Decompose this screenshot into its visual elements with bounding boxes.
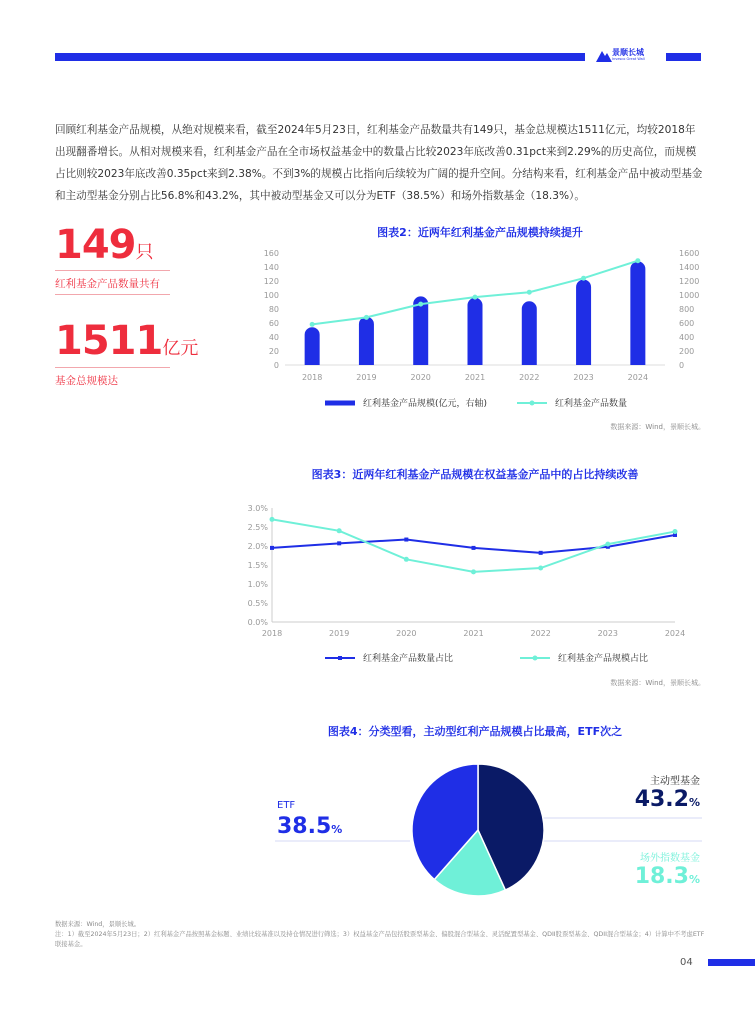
line-point bbox=[472, 546, 476, 550]
legend-label: 红利基金产品数量 bbox=[555, 399, 628, 409]
fund-count-stat bbox=[55, 222, 154, 268]
right-axis-tick: 1200 bbox=[679, 277, 700, 286]
etf-label: ETF bbox=[277, 800, 296, 811]
line-point bbox=[605, 542, 610, 547]
right-axis-tick: 0 bbox=[679, 361, 685, 370]
series-line bbox=[272, 535, 675, 553]
y-axis-tick: 3.0% bbox=[247, 504, 268, 513]
line-point bbox=[270, 546, 274, 550]
etf-value-number: 38.5 bbox=[277, 814, 332, 839]
line-point bbox=[337, 541, 341, 545]
x-axis-tick: 2019 bbox=[356, 373, 377, 382]
pct-unit: % bbox=[688, 873, 700, 886]
active-value bbox=[600, 787, 700, 812]
line-point bbox=[310, 322, 315, 327]
fund-size-unit: 亿元 bbox=[162, 338, 199, 359]
fund-size-value: 1511 bbox=[55, 318, 163, 364]
legend-marker bbox=[533, 656, 538, 661]
x-axis-tick: 2019 bbox=[328, 629, 350, 638]
legend-label: 红利基金产品规模占比 bbox=[558, 654, 649, 664]
divider bbox=[55, 367, 170, 368]
otc-index-label: 场外指数基金 bbox=[640, 853, 700, 864]
footnote: 数据来源：Wind，景顺长城。 注：1）截至2024年5月23日；2）红利基金产品按照基金标题、业绩比较基准以及持仓情况进行筛选；3）权益基金产品包括股票型基金、偏股混合型基金、灵活配置型基金、QDII股票型基金、QDII混合型基金；4）计算中不考虑ETF联接基金。 bbox=[55, 921, 705, 948]
chart3-source: 数据来源：Wind，景顺长城。 bbox=[610, 679, 705, 687]
line-point bbox=[404, 557, 409, 562]
x-axis-tick: 2020 bbox=[396, 629, 417, 638]
x-axis-tick: 2020 bbox=[410, 373, 431, 382]
active-label: 主动型基金 bbox=[650, 776, 700, 787]
right-axis-tick: 1000 bbox=[679, 291, 700, 300]
chart2-title: 图表2：近两年红利基金产品规模持续提升 bbox=[377, 226, 583, 239]
pct-unit: % bbox=[331, 823, 343, 836]
page-bar bbox=[708, 959, 755, 966]
left-axis-tick: 160 bbox=[263, 249, 279, 258]
legend-marker bbox=[338, 656, 342, 660]
line-point bbox=[673, 529, 678, 534]
line-point bbox=[539, 551, 543, 555]
left-axis-tick: 120 bbox=[263, 277, 279, 286]
brand-logo bbox=[596, 46, 658, 66]
line-point bbox=[270, 517, 275, 522]
legend-label: 红利基金产品规模(亿元，右轴) bbox=[363, 399, 488, 409]
y-axis-tick: 0.5% bbox=[247, 599, 268, 608]
divider bbox=[55, 294, 170, 295]
x-axis-tick: 2021 bbox=[464, 373, 486, 382]
line-point bbox=[337, 528, 342, 533]
bar bbox=[359, 317, 374, 365]
line-point bbox=[364, 315, 369, 320]
logo-subtext: Invesco Great Wall bbox=[612, 57, 645, 61]
left-axis-tick: 100 bbox=[263, 291, 279, 300]
bar bbox=[468, 298, 483, 365]
legend-marker bbox=[530, 401, 535, 406]
chart3-title: 图表3：近两年红利基金产品规模在权益基金产品中的占比持续改善 bbox=[311, 468, 639, 481]
line-point bbox=[473, 295, 478, 300]
y-axis-tick: 2.0% bbox=[247, 542, 268, 551]
right-axis-tick: 400 bbox=[679, 333, 695, 342]
bar bbox=[522, 301, 537, 365]
bar bbox=[630, 261, 645, 365]
line-point bbox=[635, 258, 640, 263]
pct-unit: % bbox=[688, 796, 700, 809]
x-axis-tick: 2018 bbox=[261, 629, 283, 638]
line-point bbox=[527, 290, 532, 295]
mountain-icon bbox=[596, 47, 612, 63]
x-axis-tick: 2023 bbox=[573, 373, 594, 382]
x-axis-tick: 2021 bbox=[463, 629, 484, 638]
bar bbox=[305, 327, 320, 365]
line-point bbox=[418, 302, 423, 307]
fund-size-stat bbox=[55, 318, 198, 364]
otc-index-value-number: 18.3 bbox=[634, 864, 689, 889]
y-axis-tick: 1.0% bbox=[247, 580, 268, 589]
fund-size-label: 基金总规模达 bbox=[55, 375, 118, 387]
chart2-source: 数据来源：Wind，景顺长城。 bbox=[610, 423, 705, 431]
line-point bbox=[471, 569, 476, 574]
y-axis-tick: 2.5% bbox=[247, 523, 268, 532]
left-axis-tick: 140 bbox=[263, 263, 279, 272]
active-value-number: 43.2 bbox=[634, 787, 689, 812]
legend-label: 红利基金产品数量占比 bbox=[363, 654, 454, 664]
fund-count-value: 149 bbox=[55, 222, 136, 268]
x-axis-tick: 2023 bbox=[597, 629, 619, 638]
right-axis-tick: 1400 bbox=[679, 263, 700, 272]
etf-value bbox=[277, 814, 342, 839]
header-bar bbox=[55, 53, 585, 61]
right-axis-tick: 600 bbox=[679, 319, 695, 328]
right-axis-tick: 1600 bbox=[679, 249, 700, 258]
left-axis-tick: 60 bbox=[268, 319, 279, 328]
left-axis-tick: 80 bbox=[268, 305, 279, 314]
page-number: 04 bbox=[680, 957, 693, 968]
chart3-svg bbox=[230, 500, 710, 675]
left-axis-tick: 40 bbox=[268, 333, 279, 342]
x-axis-tick: 2022 bbox=[530, 629, 551, 638]
y-axis-tick: 1.5% bbox=[247, 561, 268, 570]
x-axis-tick: 2022 bbox=[519, 373, 540, 382]
bar bbox=[576, 280, 591, 365]
fund-count-label: 红利基金产品数量共有 bbox=[55, 278, 160, 290]
x-axis-tick: 2024 bbox=[664, 629, 686, 638]
right-axis-tick: 200 bbox=[679, 347, 695, 356]
line-point bbox=[538, 566, 543, 571]
left-axis-tick: 20 bbox=[268, 347, 279, 356]
line-point bbox=[404, 538, 408, 542]
intro-paragraph: 回顾红利基金产品规模，从绝对规模来看，截至2024年5月23日，红利基金产品数量共有149只，基金总规模达1511亿元，均较2018年出现翻番增长。从相对规模来看，红利基金产品在全市场权益基金中的数量占比较2023年底改善0.31pct来到2.29%的历史高位，而规模占比则较2023年底改善0.35pct来到2.38%。不到3%的规模占比指向后续较为广阔的提升空间。分结构来看，红利基金产品中被动型基金和主动型基金分别占比56.8%和43.2%，其中被动型基金又可以分为ETF（38.5%）和场外指数基金（18.3%）。 bbox=[55, 124, 703, 202]
line-point bbox=[581, 276, 586, 281]
otc-index-value bbox=[600, 864, 700, 889]
x-axis-tick: 2018 bbox=[301, 373, 323, 382]
y-axis-tick: 0.0% bbox=[247, 618, 268, 627]
left-axis-tick: 0 bbox=[273, 361, 279, 370]
fund-count-unit: 只 bbox=[135, 242, 154, 263]
x-axis-tick: 2024 bbox=[627, 373, 649, 382]
chart2-svg bbox=[245, 245, 715, 425]
logo-text: 景顺长城 bbox=[612, 48, 644, 57]
header-bar-right bbox=[666, 53, 701, 61]
bar bbox=[413, 296, 428, 365]
right-axis-tick: 800 bbox=[679, 305, 695, 314]
divider bbox=[55, 270, 170, 271]
chart4-title: 图表4：分类型看，主动型红利产品规模占比最高，ETF次之 bbox=[327, 725, 623, 738]
